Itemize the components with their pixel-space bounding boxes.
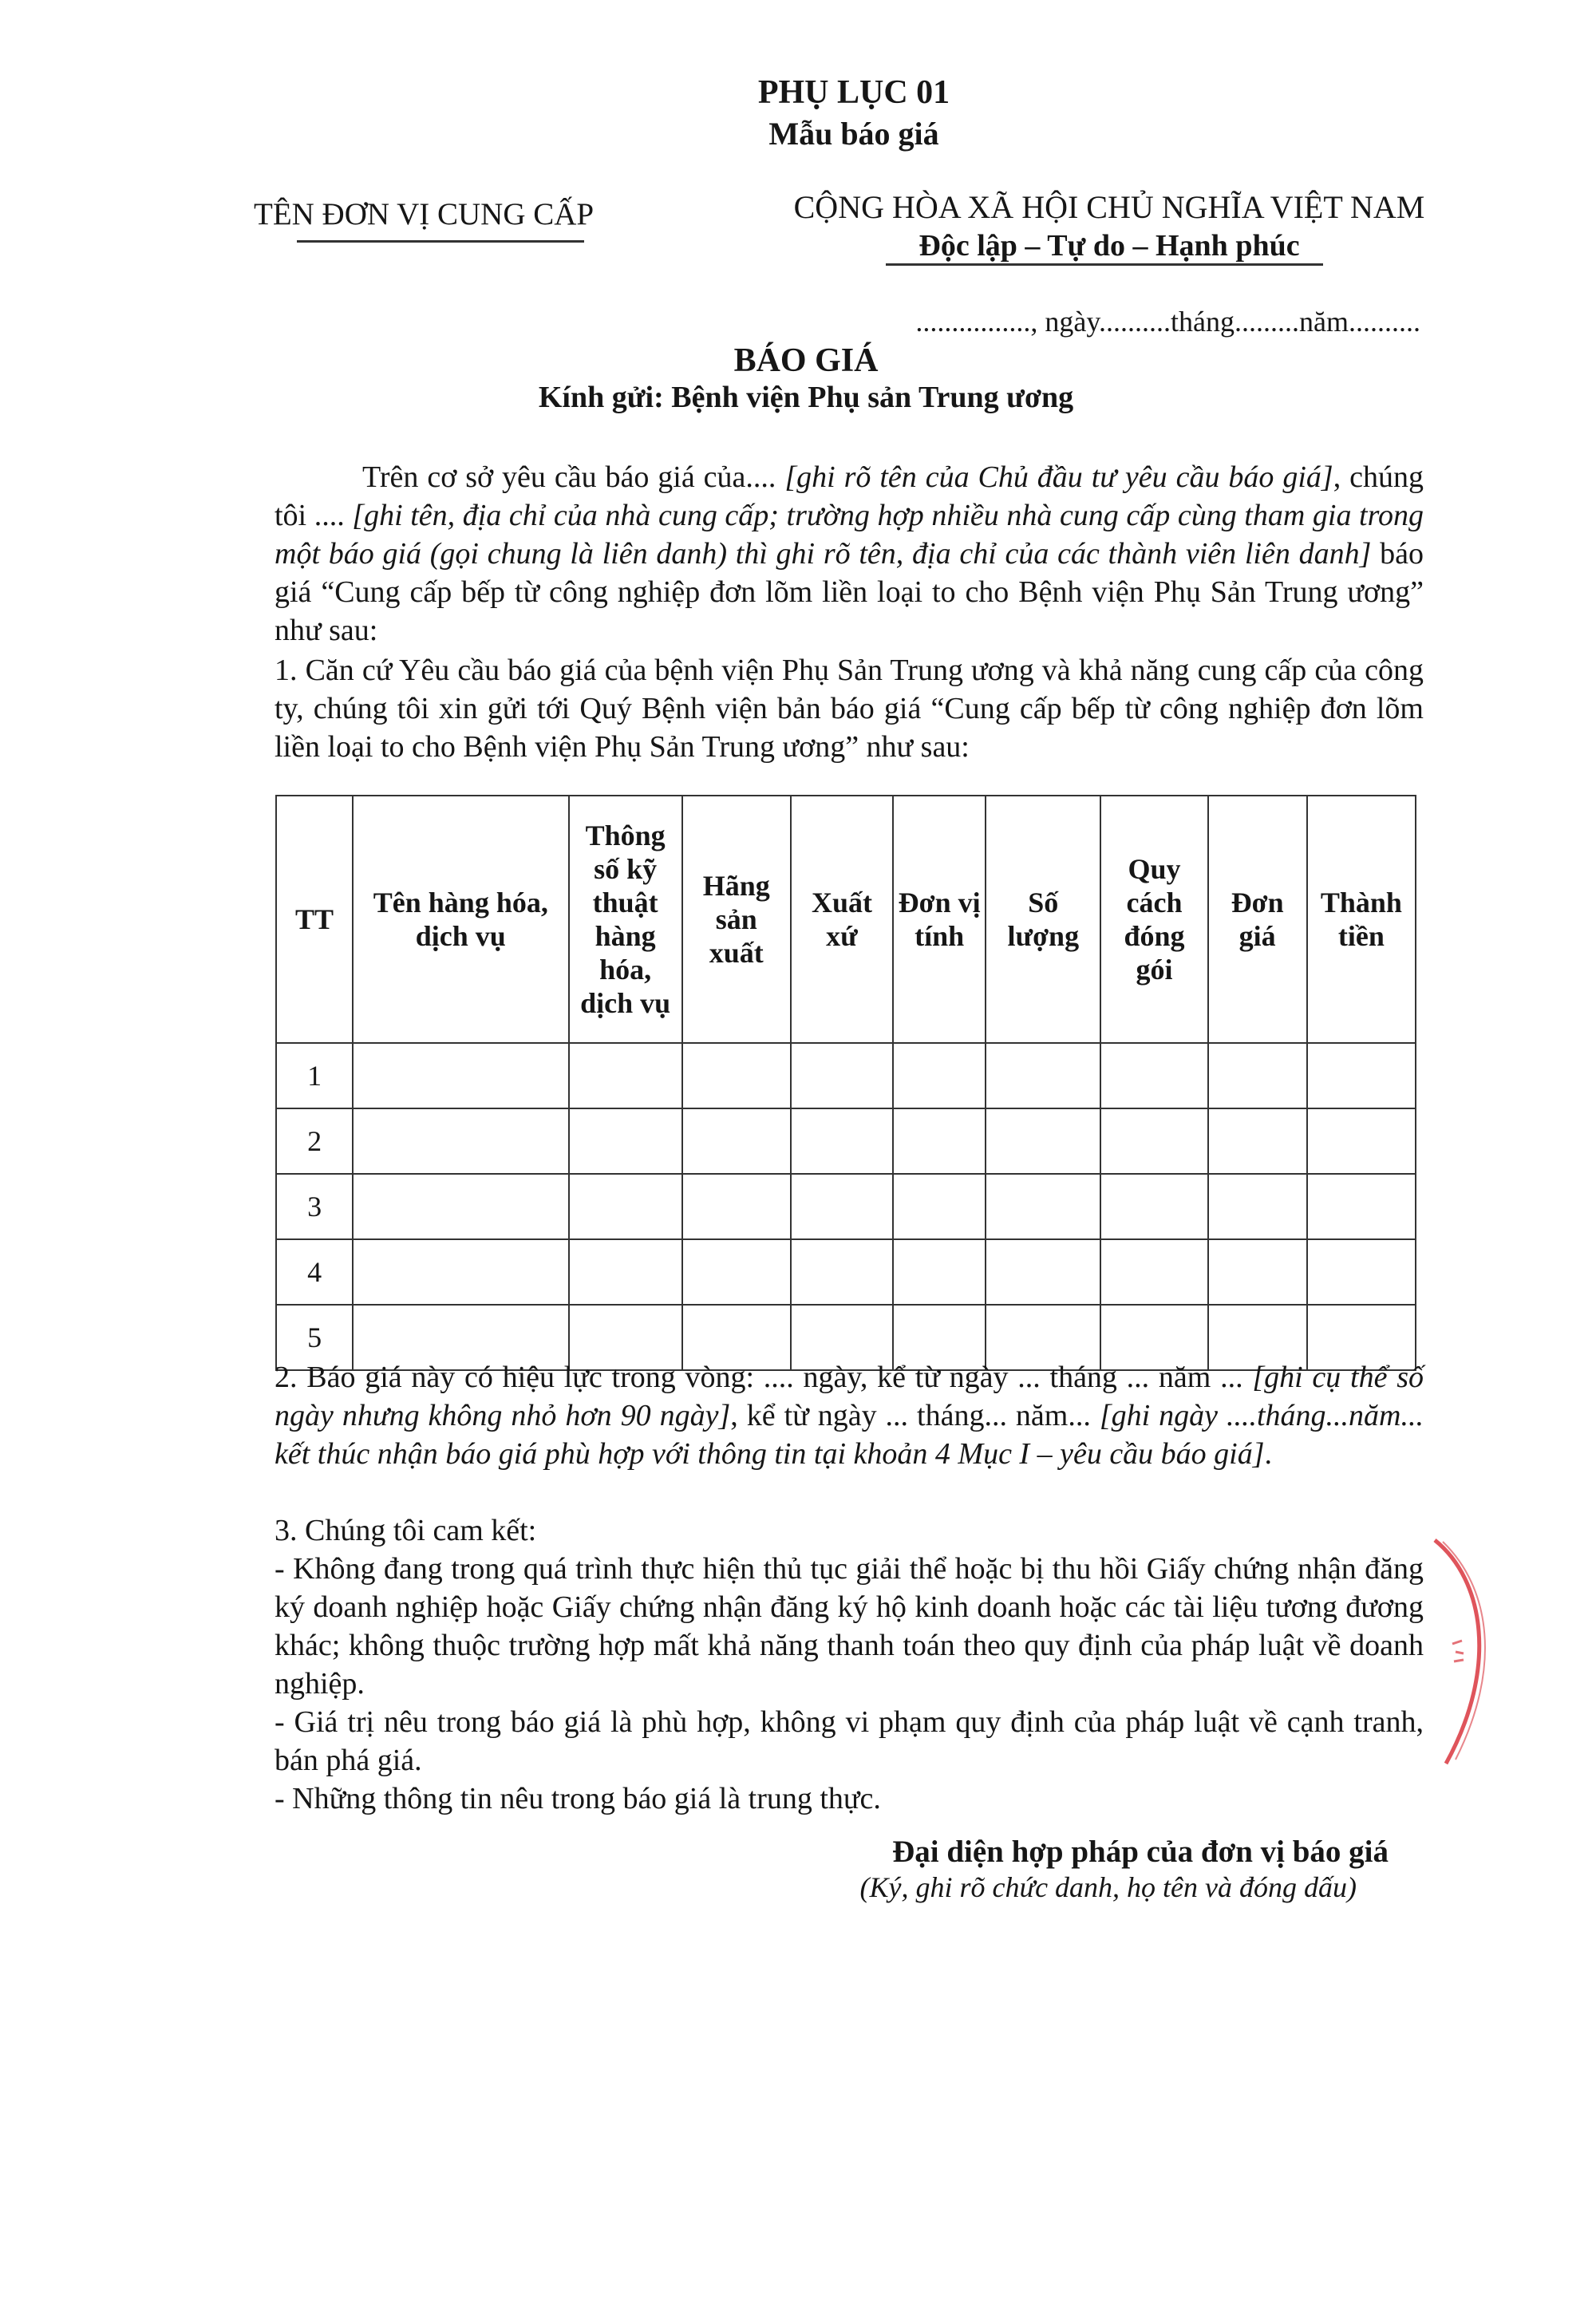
table-cell: [682, 1108, 791, 1174]
table-cell: [986, 1108, 1100, 1174]
col-header-unit-price: Đơn giá: [1208, 796, 1307, 1043]
table-cell: [1100, 1043, 1207, 1108]
col-header-total: Thành tiền: [1307, 796, 1416, 1043]
table-row: [276, 1174, 1416, 1239]
table-cell: [791, 1043, 893, 1108]
table-cell: [791, 1108, 893, 1174]
intro-text-3: báo giá “Cung cấp bếp từ công nghiệp đơn lõm liền loại to cho Bệnh viện Phụ Sản Trung ương” như sau:: [275, 537, 1424, 647]
table-cell: [893, 1043, 986, 1108]
section-1: 1. Căn cứ Yêu cầu báo giá của bệnh viện Phụ Sản Trung ương và khả năng cung cấp của công ty, chúng tôi xin gửi tới Quý Bệnh viện bản báo giá “Cung cấp bếp từ công nghiệp đơn lõm liền loại to cho Bệnh viện Phụ Sản Trung ương” như sau:: [275, 654, 1424, 764]
table-cell: [353, 1174, 568, 1239]
intro-note-1: [ghi rõ tên của Chủ đầu tư yêu cầu báo giá]: [784, 460, 1333, 494]
table-cell: [1208, 1174, 1307, 1239]
date-line: ................, ngày..........tháng.........năm..........: [915, 306, 1420, 338]
section-2: [275, 1358, 1424, 1473]
table-row: [276, 1239, 1416, 1305]
appendix-subtitle: Mẫu báo giá: [768, 116, 939, 152]
table-cell: [1307, 1043, 1416, 1108]
motto-underline: [886, 263, 1323, 266]
table-cell: [1307, 1108, 1416, 1174]
table-cell: [1307, 1239, 1416, 1305]
commitment-item: - Giá trị nêu trong báo giá là phù hợp, không vi phạm quy định của pháp luật về cạnh tranh, bán phá giá.: [275, 1705, 1424, 1777]
table-cell: [682, 1174, 791, 1239]
col-header-item-name: Tên hàng hóa, dịch vụ: [353, 796, 568, 1043]
table-cell: [1307, 1174, 1416, 1239]
signature-note: (Ký, ghi rõ chức danh, họ tên và đóng dấu): [859, 1871, 1357, 1903]
appendix-title: PHỤ LỤC 01: [757, 74, 950, 111]
row-number: 3: [276, 1174, 353, 1239]
table-row: [276, 1108, 1416, 1174]
row-number: 1: [276, 1043, 353, 1108]
table-cell: [1208, 1108, 1307, 1174]
table-cell: [569, 1174, 682, 1239]
table-cell: [353, 1239, 568, 1305]
commitment-item: - Không đang trong quá trình thực hiện thủ tục giải thể hoặc bị thu hồi Giấy chứng nhận đăng ký doanh nghiệp hoặc Giấy chứng nhận đăng ký hộ kinh doanh hoặc các tài liệu tương đương khác; không thuộc trường hợp mất khả năng thanh toán theo quy định của pháp luật về doanh nghiệp.: [275, 1552, 1424, 1701]
section2-note-2: [ghi ngày ....tháng...năm... kết thúc nhận báo giá phù hợp với thông tin tại khoản 4 Mục I – yêu cầu báo giá]: [275, 1399, 1424, 1471]
col-header-packaging: Quy cách đóng gói: [1100, 796, 1207, 1043]
supplier-underline: [297, 240, 584, 243]
table-cell: [791, 1239, 893, 1305]
greeting: Kính gửi: Bệnh viện Phụ sản Trung ương: [538, 381, 1074, 414]
table-cell: [791, 1174, 893, 1239]
section2-text-1: 2. Báo giá này có hiệu lực trong vòng: .... ngày, kể từ ngày ... tháng ... năm ...: [275, 1361, 1253, 1394]
table-cell: [1208, 1043, 1307, 1108]
col-header-origin: Xuất xứ: [791, 796, 893, 1043]
table-cell: [1100, 1108, 1207, 1174]
country-motto: Độc lập – Tự do – Hạnh phúc: [918, 229, 1300, 263]
row-number: 4: [276, 1239, 353, 1305]
supplier-name: TÊN ĐƠN VỊ CUNG CẤP: [254, 197, 595, 231]
quote-title: BÁO GIÁ: [733, 342, 879, 379]
table-cell: [1100, 1239, 1207, 1305]
section3-heading: 3. Chúng tôi cam kết:: [275, 1514, 537, 1547]
table-cell: [353, 1043, 568, 1108]
table-cell: [893, 1174, 986, 1239]
section-3: [275, 1511, 1424, 1818]
table-cell: [986, 1239, 1100, 1305]
intro-note-2: [ghi tên, địa chỉ của nhà cung cấp; trường hợp nhiều nhà cung cấp cùng tham gia trong một báo giá (gọi chung là liên danh) thì ghi rõ tên, địa chỉ của các thành viên liên danh]: [275, 499, 1424, 571]
col-header-unit: Đơn vị tính: [893, 796, 986, 1043]
col-header-quantity: Số lượng: [986, 796, 1100, 1043]
col-header-tt: TT: [276, 796, 353, 1043]
table-cell: [569, 1239, 682, 1305]
country-name: CỘNG HÒA XÃ HỘI CHỦ NGHĨA VIỆT NAM: [793, 189, 1425, 225]
price-table: [275, 795, 1416, 1371]
table-cell: [569, 1043, 682, 1108]
table-cell: [569, 1108, 682, 1174]
table-cell: [1100, 1174, 1207, 1239]
table-cell: [1208, 1239, 1307, 1305]
table-cell: [986, 1043, 1100, 1108]
commitment-item: - Những thông tin nêu trong báo giá là trung thực.: [275, 1782, 881, 1815]
section2-text-3: .: [1264, 1437, 1273, 1471]
table-row: [276, 1043, 1416, 1108]
intro-text-2: , chúng tôi ....: [275, 460, 1424, 532]
intro-text-1: Trên cơ sở yêu cầu báo giá của....: [362, 460, 785, 494]
section2-text-2: , kể từ ngày ... tháng... năm...: [730, 1399, 1100, 1432]
table-cell: [353, 1108, 568, 1174]
table-cell: [893, 1108, 986, 1174]
red-stamp-edge: [1428, 1532, 1500, 1772]
intro-paragraph: [275, 458, 1424, 650]
signature-title: Đại diện hợp pháp của đơn vị báo giá: [892, 1835, 1389, 1869]
row-number: 2: [276, 1108, 353, 1174]
section2-note-1: [ghi cụ thể số ngày nhưng không nhỏ hơn 90 ngày]: [275, 1361, 1424, 1432]
col-header-manufacturer: Hãng sản xuất: [682, 796, 791, 1043]
col-header-specs: Thông số kỹ thuật hàng hóa, dịch vụ: [569, 796, 682, 1043]
table-cell: [893, 1239, 986, 1305]
table-header-row: [276, 796, 1416, 1043]
row-number: 5: [276, 1305, 353, 1370]
table-cell: [682, 1239, 791, 1305]
table-cell: [986, 1174, 1100, 1239]
table-cell: [682, 1043, 791, 1108]
